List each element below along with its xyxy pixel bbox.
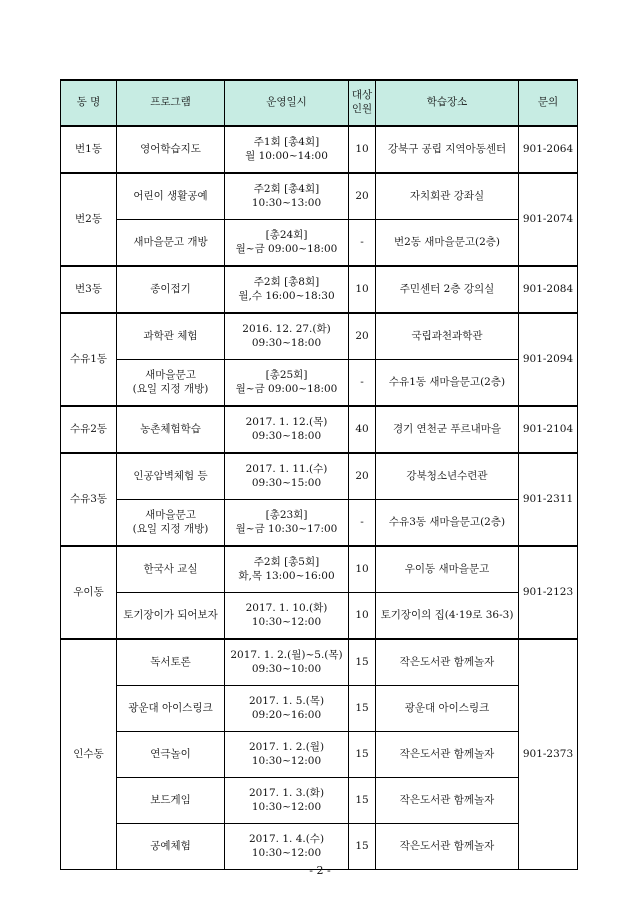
target-cell: 10 [349, 546, 376, 593]
program-cell: 영어학습지도 [117, 126, 225, 173]
target-cell: 15 [349, 778, 376, 824]
dong-cell: 인수동 [61, 639, 117, 870]
table-row [61, 173, 578, 220]
target-cell: 10 [349, 593, 376, 640]
program-cell: 과학관 체험 [117, 313, 225, 360]
dong-cell: 번3동 [61, 266, 117, 313]
place-cell: 주민센터 2층 강의실 [376, 266, 519, 313]
dong-cell: 번2동 [61, 173, 117, 266]
group-insudong [61, 639, 578, 870]
group-suyu3dong [61, 453, 578, 546]
place-cell: 자치회관 강좌실 [376, 173, 519, 220]
program-cell: 한국사 교실 [117, 546, 225, 593]
target-cell: - [349, 360, 376, 407]
target-cell: 15 [349, 686, 376, 732]
header-schedule: 운영일시 [225, 80, 349, 126]
group-beon2dong [61, 173, 578, 266]
program-cell: 농촌체험학습 [117, 406, 225, 453]
place-cell: 강북청소년수련관 [376, 453, 519, 500]
schedule-cell: [총23회] 월~금 10:30~17:00 [225, 500, 349, 547]
schedule-cell: [총25회] 월~금 09:00~18:00 [225, 360, 349, 407]
table-row [61, 220, 578, 267]
program-cell: 독서토론 [117, 639, 225, 686]
schedule-cell: 2017. 1. 12.(목) 09:30~18:00 [225, 406, 349, 453]
table-row [61, 126, 578, 173]
header-program: 프로그램 [117, 80, 225, 126]
program-table [60, 79, 578, 870]
target-cell: 15 [349, 639, 376, 686]
table-row [61, 360, 578, 407]
table-row [61, 824, 578, 870]
table-row [61, 593, 578, 640]
dong-cell: 수유3동 [61, 453, 117, 546]
contact-cell: 901-2074 [519, 173, 578, 266]
target-cell: - [349, 220, 376, 267]
schedule-cell: 주2회 [총4회] 10:30~13:00 [225, 173, 349, 220]
schedule-cell: 2016. 12. 27.(화) 09:30~18:00 [225, 313, 349, 360]
schedule-cell: 2017. 1. 3.(화) 10:30~12:00 [225, 778, 349, 824]
place-cell: 토기장이의 집(4·19로 36-3) [376, 593, 519, 640]
header-row [61, 80, 578, 126]
dong-cell: 번1동 [61, 126, 117, 173]
schedule-cell: 2017. 1. 2.(월)~5.(목) 09:30~10:00 [225, 639, 349, 686]
place-cell: 작은도서관 함께놀자 [376, 732, 519, 778]
page-number: - 2 - [309, 864, 331, 877]
target-cell: 10 [349, 266, 376, 313]
contact-cell: 901-2311 [519, 453, 578, 546]
target-cell: 15 [349, 732, 376, 778]
program-cell: 공예체험 [117, 824, 225, 870]
table-row [61, 500, 578, 547]
contact-cell: 901-2104 [519, 406, 578, 453]
group-suyu1dong [61, 313, 578, 406]
table-row [61, 732, 578, 778]
program-cell: 보드게임 [117, 778, 225, 824]
program-cell: 인공암벽체험 등 [117, 453, 225, 500]
target-cell: - [349, 500, 376, 547]
dong-cell: 우이동 [61, 546, 117, 639]
contact-cell: 901-2094 [519, 313, 578, 406]
schedule-cell: [총24회] 월~금 09:00~18:00 [225, 220, 349, 267]
schedule-cell: 2017. 1. 5.(목) 09:20~16:00 [225, 686, 349, 732]
schedule-cell: 주2회 [총8회] 월,수 16:00~18:30 [225, 266, 349, 313]
program-cell: 광운대 아이스링크 [117, 686, 225, 732]
contact-cell: 901-2123 [519, 546, 578, 639]
target-cell: 20 [349, 313, 376, 360]
header-target: 대상 인원 [349, 80, 376, 126]
dong-cell: 수유2동 [61, 406, 117, 453]
table-row [61, 639, 578, 686]
place-cell: 경기 연천군 푸르내마을 [376, 406, 519, 453]
table-row [61, 778, 578, 824]
schedule-cell: 2017. 1. 2.(월) 10:30~12:00 [225, 732, 349, 778]
place-cell: 번2동 새마을문고(2층) [376, 220, 519, 267]
place-cell: 작은도서관 함께놀자 [376, 824, 519, 870]
target-cell: 15 [349, 824, 376, 870]
group-suyu2dong [61, 406, 578, 453]
schedule-cell: 2017. 1. 4.(수) 10:30~12:00 [225, 824, 349, 870]
target-cell: 40 [349, 406, 376, 453]
target-cell: 20 [349, 453, 376, 500]
header-contact: 문의 [519, 80, 578, 126]
schedule-cell: 2017. 1. 10.(화) 10:30~12:00 [225, 593, 349, 640]
place-cell: 국립과천과학관 [376, 313, 519, 360]
place-cell: 작은도서관 함께놀자 [376, 639, 519, 686]
program-cell: 새마을문고 (요일 지정 개방) [117, 500, 225, 547]
target-cell: 10 [349, 126, 376, 173]
schedule-cell: 주2회 [총5회] 화,목 13:00~16:00 [225, 546, 349, 593]
header-dong: 동 명 [61, 80, 117, 126]
program-cell: 새마을문고 개방 [117, 220, 225, 267]
table-row [61, 406, 578, 453]
program-cell: 연극놀이 [117, 732, 225, 778]
place-cell: 작은도서관 함께놀자 [376, 778, 519, 824]
schedule-cell: 2017. 1. 11.(수) 09:30~15:00 [225, 453, 349, 500]
group-beon1dong [61, 126, 578, 173]
target-cell: 20 [349, 173, 376, 220]
group-beon3dong [61, 266, 578, 313]
group-uidong [61, 546, 578, 639]
header-place: 학습장소 [376, 80, 519, 126]
place-cell: 광운대 아이스링크 [376, 686, 519, 732]
contact-cell: 901-2084 [519, 266, 578, 313]
table-row [61, 546, 578, 593]
table-row [61, 313, 578, 360]
table-row [61, 686, 578, 732]
table-row [61, 453, 578, 500]
table-row [61, 266, 578, 313]
schedule-cell: 주1회 [총4회] 월 10:00~14:00 [225, 126, 349, 173]
place-cell: 수유3동 새마을문고(2층) [376, 500, 519, 547]
place-cell: 수유1동 새마을문고(2층) [376, 360, 519, 407]
program-cell: 어린이 생활공예 [117, 173, 225, 220]
program-cell: 종이접기 [117, 266, 225, 313]
place-cell: 우이동 새마을문고 [376, 546, 519, 593]
contact-cell: 901-2373 [519, 639, 578, 870]
contact-cell: 901-2064 [519, 126, 578, 173]
dong-cell: 수유1동 [61, 313, 117, 406]
program-cell: 새마을문고 (요일 지정 개방) [117, 360, 225, 407]
place-cell: 강북구 공립 지역아동센터 [376, 126, 519, 173]
program-cell: 토기장이가 되어보자 [117, 593, 225, 640]
